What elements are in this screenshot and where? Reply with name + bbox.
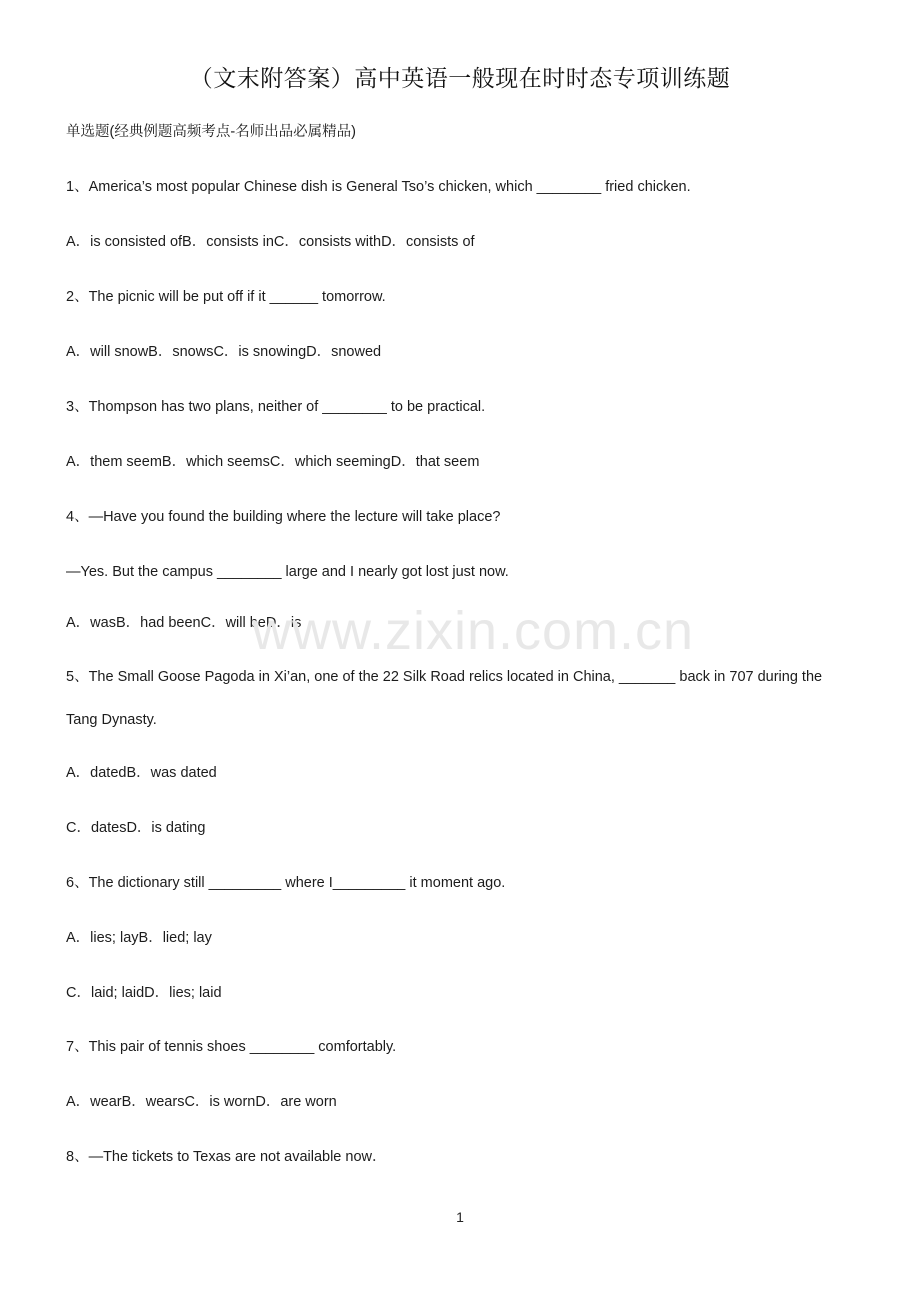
question-7-options: A．wearB．wearsC．is wornD．are worn: [66, 1094, 337, 1110]
question-3-options: A．them seemB．which seemsC．which seemingD．that seem: [66, 454, 480, 470]
question-6-options-ab: A．lies; layB．lied; lay: [66, 930, 212, 946]
page-number: 1: [456, 1209, 464, 1225]
section-heading: 单选题(经典例题高频考点-名师出品必属精品): [66, 124, 356, 140]
question-5-options-ab: A．datedB．was dated: [66, 765, 217, 781]
question-6: 6、The dictionary still _________ where I_________ it moment ago.: [66, 875, 506, 891]
question-1-options: A．is consisted ofB．consists inC．consists withD．consists of: [66, 234, 475, 250]
question-5-options-cd: C．datesD．is dating: [66, 820, 206, 836]
question-1: 1、America’s most popular Chinese dish is General Tso’s chicken, which ________ fried chicken.: [66, 179, 691, 195]
question-5: 5、The Small Goose Pagoda in Xi’an, one of the 22 Silk Road relics located in China, _______ back in 707 during the Tang Dynasty.: [66, 669, 823, 728]
question-4: 4、—Have you found the building where the lecture will take place?: [66, 509, 501, 525]
watermark: www.zixin.com.cn: [252, 601, 695, 661]
question-4-options: A．wasB．had beenC．will beD．is: [66, 615, 302, 631]
page-title: （文末附答案）高中英语一般现在时时态专项训练题: [189, 65, 731, 91]
question-6-options-cd: C．laid; laidD．lies; laid: [66, 985, 222, 1001]
question-4-reply: —Yes. But the campus ________ large and I nearly got lost just now.: [66, 564, 509, 580]
question-3: 3、Thompson has two plans, neither of ________ to be practical.: [66, 399, 486, 415]
question-7: 7、This pair of tennis shoes ________ comfortably.: [66, 1039, 397, 1055]
question-2: 2、The picnic will be put off if it ______ tomorrow.: [66, 289, 386, 305]
question-8: 8、—The tickets to Texas are not available now．: [66, 1149, 387, 1165]
question-2-options: A．will snowB．snowsC．is snowingD．snowed: [66, 344, 382, 360]
